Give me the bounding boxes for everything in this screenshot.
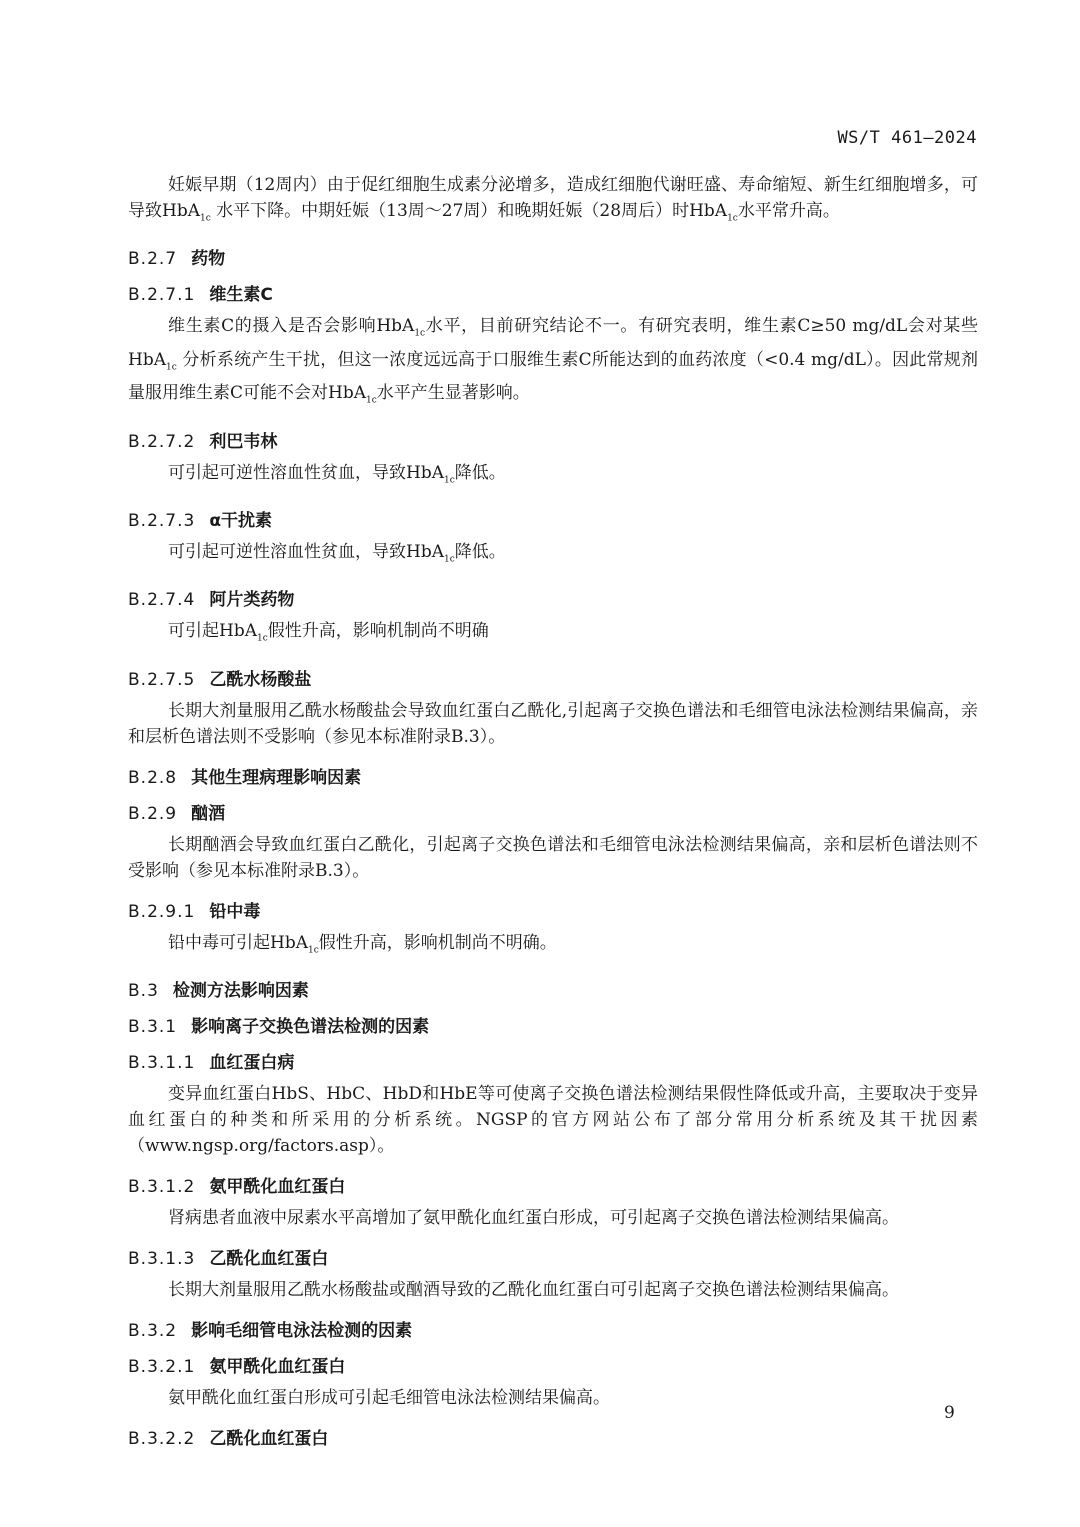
paragraph-alcohol: 长期酗酒会导致血红蛋白乙酰化，引起离子交换色谱法和毛细管电泳法检测结果偏高，亲和层析色谱法则不受影响（参见本标准附录B.3）。 — [128, 834, 978, 881]
heading-b29: B.2.9 酗酒 — [128, 803, 226, 824]
heading-b275: B.2.7.5 乙酰水杨酸盐 — [128, 669, 312, 690]
standard-code: WS/T 461—2024 — [837, 128, 977, 148]
heading-b28: B.2.8 其他生理病理影响因素 — [128, 767, 362, 788]
paragraph-interferon: 可引起可逆性溶血性贫血，导致HbA$_{1c}$降低。 — [168, 541, 506, 565]
heading-b31: B.3.1 影响离子交换色谱法检测的因素 — [128, 1017, 430, 1038]
paragraph-carbamyl-ion-exchange: 肾病患者血液中尿素水平高增加了氨甲酰化血红蛋白形成，可引起离子交换色谱法检测结果偏高。 — [168, 1208, 899, 1229]
heading-b271: B.2.7.1 维生素C — [128, 285, 273, 306]
heading-b32: B.3.2 影响毛细管电泳法检测的因素 — [128, 1321, 413, 1342]
heading-b274: B.2.7.4 阿片类药物 — [128, 590, 295, 611]
heading-b3: B.3 检测方法影响因素 — [128, 981, 309, 1002]
heading-b313: B.3.1.3 乙酰化血红蛋白 — [128, 1249, 329, 1270]
paragraph-lead: 铅中毒可引起HbA$_{1c}$假性升高，影响机制尚不明确。 — [168, 932, 557, 956]
paragraph-salicylate: 长期大剂量服用乙酰水杨酸盐会导致血红蛋白乙酰化,引起离子交换色谱法和毛细管电泳法检测结果偏高，亲和层析色谱法则不受影响（参见本标准附录B.3）。 — [128, 700, 978, 747]
heading-b311: B.3.1.1 血红蛋白病 — [128, 1053, 295, 1074]
heading-b322: B.3.2.2 乙酰化血红蛋白 — [128, 1429, 329, 1450]
paragraph-vitamin-c: 维生素C的摄入是否会影响HbA$_{1c}$水平，目前研究结论不一。有研究表明，维生素C≥50 mg/dL会对某些HbA$_{1c}$ 分析系统产生干扰，但这一浓度远远高于口服维生素C所能达到的血药浓度（<0.4 mg/dL）。因此常规剂量服用维生素C可能不会对HbA$_{1c}$水平产生显著影响。 — [128, 316, 978, 406]
paragraph-carbamyl-electrophoresis: 氨甲酰化血红蛋白形成可引起毛细管电泳法检测结果偏高。 — [168, 1388, 610, 1409]
body-content — [128, 172, 978, 1457]
page-number: 9 — [944, 1403, 955, 1423]
heading-b312: B.3.1.2 氨甲酰化血红蛋白 — [128, 1177, 346, 1198]
heading-b273: B.2.7.3 α干扰素 — [128, 510, 273, 531]
paragraph-acetyl-ion-exchange: 长期大剂量服用乙酰水杨酸盐或酗酒导致的乙酰化血红蛋白可引起离子交换色谱法检测结果偏高。 — [168, 1280, 899, 1301]
paragraph-pregnancy: 妊娠早期（12周内）由于促红细胞生成素分泌增多，造成红细胞代谢旺盛、寿命缩短、新生红细胞增多，可导致HbA$_{1c}$ 水平下降。中期妊娠（13周～27周）和晚期妊娠（28周后）时HbA$_{1c}$水平常升高。 — [128, 175, 978, 224]
paragraph-hemoglobinopathy: 变异血红蛋白HbS、HbC、HbD和HbE等可使离子交换色谱法检测结果假性降低或升高，主要取决于变异血红蛋白的种类和所采用的分析系统。NGSP的官方网站公布了部分常用分析系统及其干扰因素（www.ngsp.org/factors.asp）。 — [128, 1084, 978, 1157]
heading-b321: B.3.2.1 氨甲酰化血红蛋白 — [128, 1357, 346, 1378]
paragraph-ribavirin: 可引起可逆性溶血性贫血，导致HbA$_{1c}$降低。 — [168, 462, 506, 485]
heading-b27: B.2.7 药物 — [128, 249, 226, 270]
heading-b291: B.2.9.1 铅中毒 — [128, 901, 261, 922]
paragraph-opioid: 可引起HbA$_{1c}$假性升高，影响机制尚不明确 — [168, 621, 489, 644]
heading-b272: B.2.7.2 利巴韦林 — [128, 431, 278, 452]
